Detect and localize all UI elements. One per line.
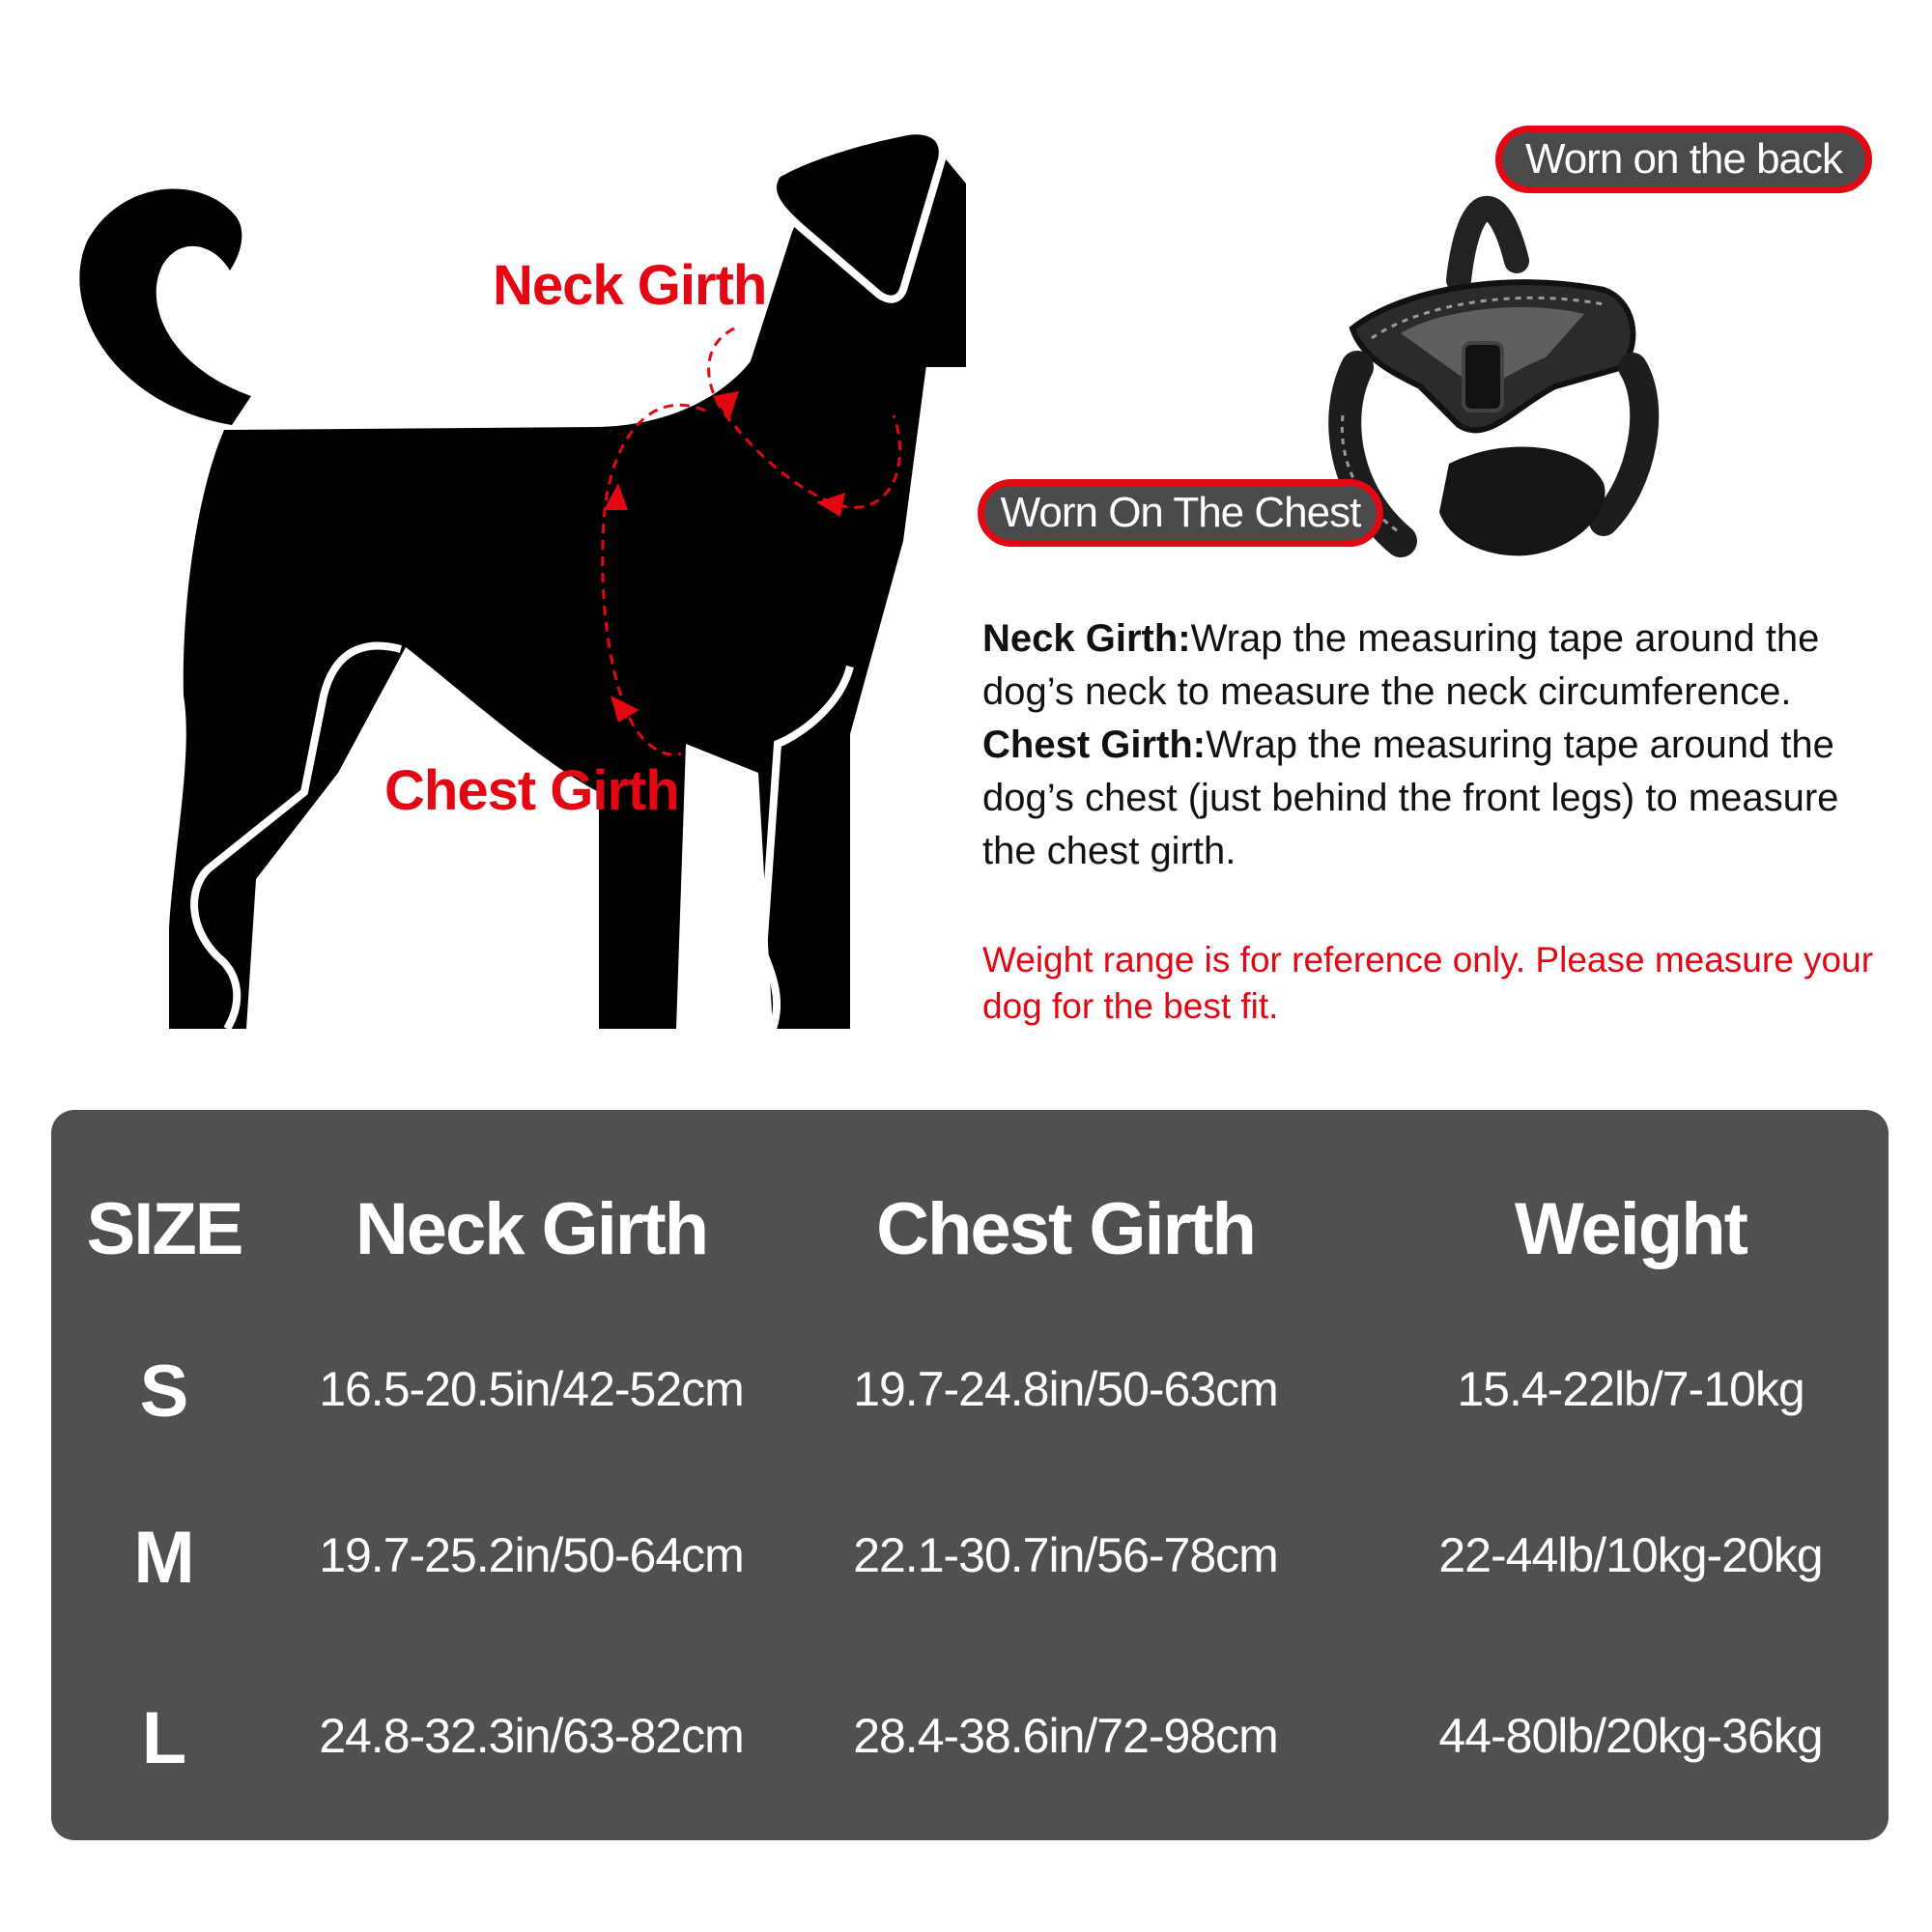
worn-on-back-badge: Worn on the back	[1495, 126, 1872, 193]
row-s-neck: 16.5-20.5in/42-52cm	[319, 1362, 744, 1416]
row-l-neck: 24.8-32.3in/63-82cm	[319, 1709, 744, 1763]
chest-girth-label: Chest Girth	[384, 759, 679, 822]
header-neck-girth: Neck Girth	[355, 1188, 708, 1270]
neck-girth-description: Wrap the measuring tape around the dog’s neck to measure the neck circumference.	[982, 617, 1820, 713]
harness-handle	[1459, 209, 1517, 280]
row-l-size: L	[141, 1697, 187, 1779]
harness-strap-right	[1604, 367, 1644, 522]
header-weight: Weight	[1515, 1188, 1747, 1270]
harness-buckle	[1463, 343, 1502, 411]
harness-chest-pad	[1439, 447, 1605, 556]
row-l-weight: 44-80lb/20kg-36kg	[1438, 1709, 1823, 1763]
row-l-chest: 28.4-38.6in/72-98cm	[853, 1709, 1278, 1763]
header-chest-girth: Chest Girth	[876, 1188, 1255, 1270]
weight-note: Weight range is for reference only. Please measure your dog for the best fit.	[982, 940, 1874, 1026]
row-s-weight: 15.4-22lb/7-10kg	[1457, 1362, 1804, 1416]
row-m-chest: 22.1-30.7in/56-78cm	[853, 1528, 1278, 1582]
chest-girth-term: Chest Girth:	[982, 724, 1207, 766]
worn-on-chest-badge: Worn On The Chest	[978, 479, 1383, 547]
dog-body	[169, 357, 927, 1029]
neck-girth-term: Neck Girth:	[982, 617, 1191, 660]
chest-girth-description: Wrap the measuring tape around the dog’s chest (just behind the front legs) to measure the chest girth.	[982, 724, 1839, 872]
neck-girth-instruction	[982, 612, 1890, 719]
dog-tail	[79, 188, 251, 425]
row-s-chest: 19.7-24.8in/50-63cm	[853, 1362, 1278, 1416]
row-m-neck: 19.7-25.2in/50-64cm	[319, 1528, 744, 1582]
row-s-size: S	[139, 1350, 189, 1433]
row-m-weight: 22-44lb/10kg-20kg	[1438, 1528, 1823, 1582]
measuring-instructions	[982, 612, 1890, 878]
dog-silhouette-diagram	[0, 0, 966, 1063]
chest-girth-instruction	[982, 719, 1890, 878]
row-m-size: M	[133, 1517, 195, 1599]
size-chart-table	[51, 1110, 1889, 1840]
header-size: SIZE	[86, 1188, 242, 1270]
neck-girth-label: Neck Girth	[493, 254, 767, 317]
